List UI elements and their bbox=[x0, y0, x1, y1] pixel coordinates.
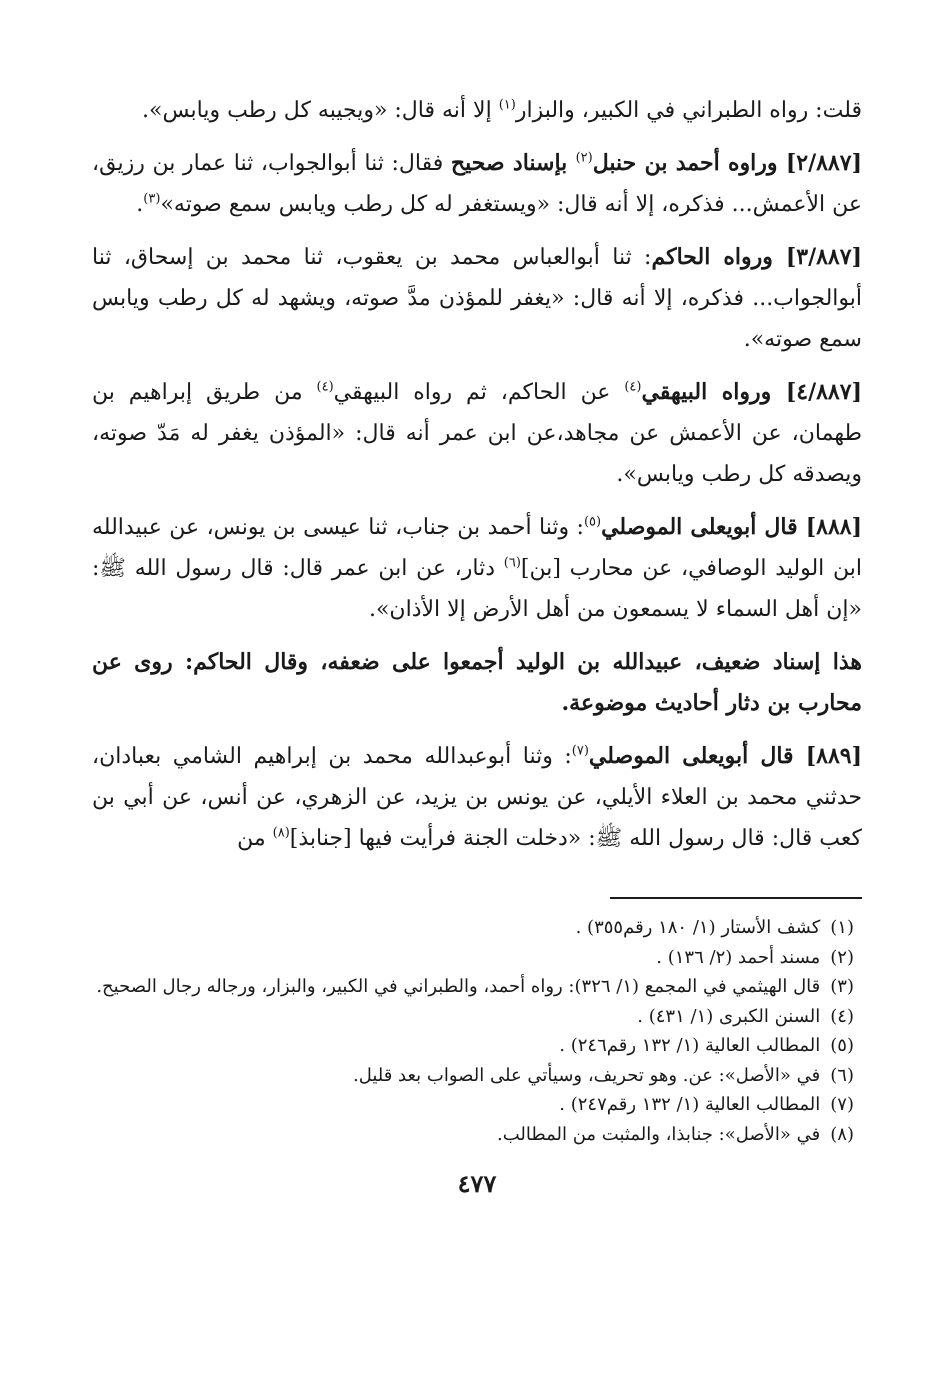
footnote-item bbox=[92, 1002, 862, 1032]
footnote-separator bbox=[610, 897, 862, 899]
paragraph bbox=[92, 90, 862, 131]
text-segment: هذا إسناد ضعيف، عبيدالله بن الوليد أجمعوا على ضعفه، وقال الحاكم: روى عن محارب بن دثار أحاديث موضوعة. bbox=[92, 649, 862, 716]
footnote-item bbox=[92, 972, 862, 1002]
footnote-ref: (٨) bbox=[272, 825, 290, 841]
footnote-item bbox=[92, 1120, 862, 1150]
footnote-text: في «الأصل»: جنابذا، والمثبت من المطالب. bbox=[496, 1123, 821, 1145]
footnotes bbox=[92, 913, 862, 1149]
footnote-ref: (٣) bbox=[143, 191, 161, 207]
paragraph bbox=[92, 372, 862, 495]
footnote-item bbox=[92, 1061, 862, 1091]
text-segment: عن الحاكم، ثم رواه البيهقي bbox=[333, 380, 625, 405]
text-segment: من bbox=[237, 826, 273, 851]
footnote-text: مسند أحمد (٢/ ١٣٦) . bbox=[656, 946, 821, 968]
footnote-number: (١) bbox=[830, 917, 854, 938]
text-segment: . bbox=[136, 192, 144, 217]
text-segment: : ثنا أبوالعباس محمد بن يعقوب، ثنا محمد بن إسحاق، ثنا أبوالجواب... فذكره، إلا أنه قال: «يغفر للمؤذن مدَّ صوته، ويشهد له كل رطب ويابس سمع صوته». bbox=[92, 245, 862, 352]
text-segment: [٨٨٨] قال أبويعلى الموصلي bbox=[601, 514, 863, 540]
footnote-number: (٥) bbox=[830, 1035, 854, 1056]
text-segment: : وثنا أبوعبدالله محمد بن إبراهيم الشامي بعبادان، حدثني محمد بن العلاء الأيلي، عن يونس بن يزيد، عن الزهري، عن أنس، عن أبي بن كعب قال: قال رسول الله ﷺ: «دخلت الجنة فرأيت فيها [جنابذ] bbox=[92, 744, 862, 851]
footnote-ref: (٤) bbox=[624, 379, 642, 395]
text-segment: من طريق إبراهيم بن طهمان، عن الأعمش عن مجاهد،عن ابن عمر أنه قال: «المؤذن يغفر له مَدّ صوته، ويصدقه كل رطب ويابس». bbox=[92, 380, 862, 487]
paragraph bbox=[92, 736, 862, 859]
footnote-text: في «الأصل»: عن. وهو تحريف، وسيأتي على الصواب بعد قليل. bbox=[352, 1064, 821, 1086]
text-segment: [٤/٨٨٧] ورواه البيهقي bbox=[641, 379, 862, 405]
footnote-item bbox=[92, 1031, 862, 1061]
footnote-item bbox=[92, 913, 862, 943]
footnote-ref: (٢) bbox=[575, 150, 593, 166]
footnote-text: المطالب العالية (١/ ١٣٢ رقم٢٤٦) . bbox=[559, 1035, 821, 1056]
footnote-number: (٧) bbox=[830, 1094, 854, 1115]
paragraph bbox=[92, 237, 862, 360]
footnote-ref: (٦) bbox=[503, 555, 521, 571]
text-segment: فقال: ثنا أبوالجواب، ثنا عمار بن رزيق، عن الأعمش... فذكره، إلا أنه قال: «ويستغفر له كل رطب ويابس سمع صوته» bbox=[92, 151, 862, 217]
footnote-number: (٨) bbox=[830, 1123, 854, 1145]
text-segment: دثار، عن ابن عمر قال: قال رسول الله ﷺ: «إن أهل السماء لا يسمعون من أهل الأرض إلا الأذان». bbox=[92, 556, 862, 622]
footnote-ref: (٧) bbox=[571, 743, 589, 759]
footnote-ref: (١) bbox=[498, 97, 516, 113]
paragraph bbox=[92, 507, 862, 630]
footnote-text: السنن الكبرى (١/ ٤٣١) . bbox=[637, 1005, 821, 1027]
footnote-number: (٣) bbox=[830, 976, 854, 997]
footnote-number: (٢) bbox=[830, 946, 854, 968]
text-segment: إلا أنه قال: «ويجيبه كل رطب ويابس». bbox=[142, 98, 499, 123]
text-segment: : وثنا أحمد بن جناب، ثنا عيسى بن يونس، عن عبيدالله ابن الوليد الوصافي، عن محارب [بن] bbox=[92, 515, 862, 581]
text-segment: [٣/٨٨٧] ورواه الحاكم bbox=[651, 244, 862, 270]
text-segment: [٨٨٩] قال أبويعلى الموصلي bbox=[588, 743, 863, 769]
footnote-item bbox=[92, 943, 862, 973]
paragraph bbox=[92, 642, 862, 724]
footnote-text: المطالب العالية (١/ ١٣٢ رقم٢٤٧) . bbox=[559, 1094, 821, 1115]
text-segment: [٢/٨٨٧] وراوه أحمد بن حنبل bbox=[592, 150, 862, 176]
footnote-ref: (٤) bbox=[316, 379, 334, 395]
footnote-text: قال الهيثمي في المجمع (١/ ٣٢٦): رواه أحمد، والطبراني في الكبير، والبزار، ورجاله رجال الصحيح. bbox=[96, 976, 821, 997]
paragraph bbox=[92, 143, 862, 225]
page-number: ٤٧٧ bbox=[457, 1169, 497, 1198]
footnote-number: (٦) bbox=[830, 1064, 854, 1086]
footnote-ref: (٥) bbox=[583, 514, 602, 530]
text-segment: قلت: رواه الطبراني في الكبير، والبزار bbox=[515, 98, 862, 123]
footnote-number: (٤) bbox=[830, 1005, 854, 1027]
main-text bbox=[92, 90, 862, 859]
footnote-text: كشف الأستار (١/ ١٨٠ رقم٣٥٥) . bbox=[575, 917, 821, 938]
text-segment: بإسناد صحيح bbox=[450, 150, 576, 176]
footnote-item bbox=[92, 1090, 862, 1120]
